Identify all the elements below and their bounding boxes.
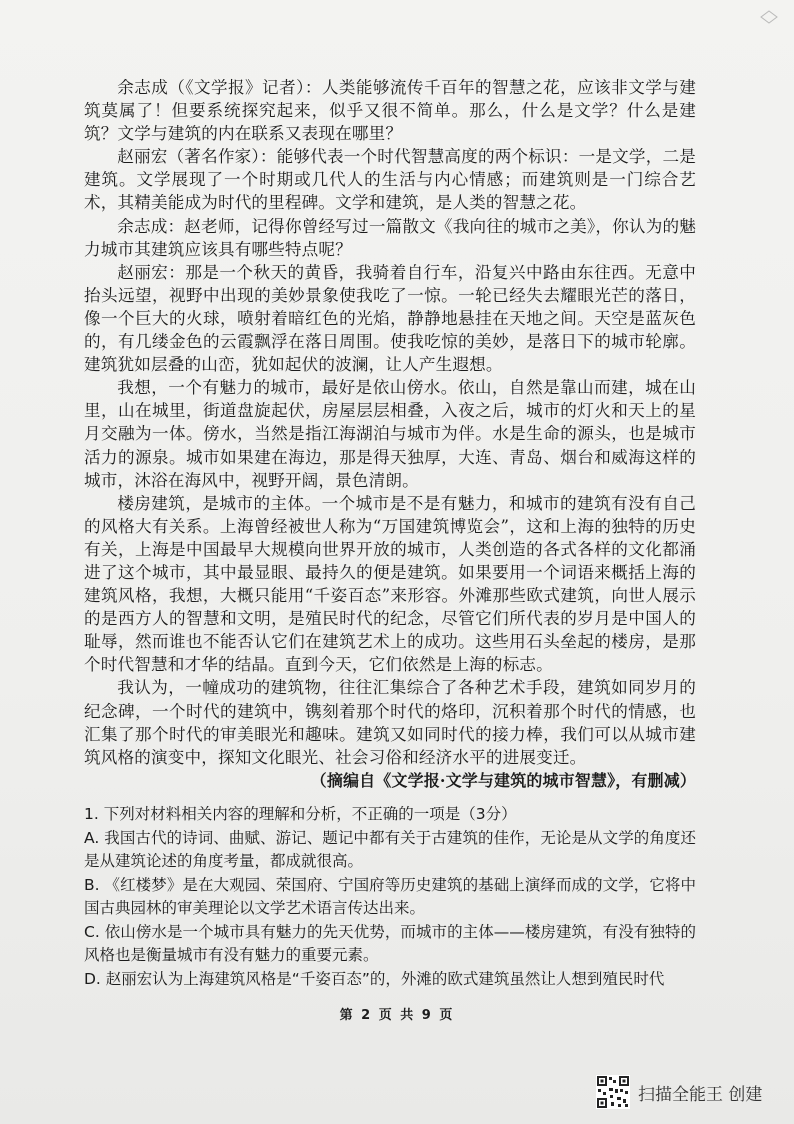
passage-paragraph-1: 余志成（《文学报》记者）：人类能够流传千百年的智慧之花，应该非文学与建筑莫属了！但要系统探究起来，似乎又很不简单。那么，什么是文学？什么是建筑？文学与建筑的内在联系又表现在哪里？ bbox=[84, 78, 696, 144]
question-1-option-a: A. 我国古代的诗词、曲赋、游记、题记中都有关于古建筑的佳作，无论是从文学的角度还是从建筑论述的角度考量，都成就很高。 bbox=[84, 828, 696, 870]
scanner-watermark bbox=[596, 1074, 762, 1110]
question-section bbox=[84, 803, 696, 991]
reading-passage bbox=[84, 76, 696, 792]
page-number: 第 2 页 共 9 页 bbox=[339, 1008, 455, 1023]
passage-paragraph-2: 赵丽宏（著名作家）：能够代表一个时代智慧高度的两个标识：一是文学，二是建筑。文学展现了一个时期或几代人的生活与内心情感；而建筑则是一门综合艺术，其精美能成为时代的里程碑。文学和建筑，是人类的智慧之花。 bbox=[84, 147, 696, 213]
qr-code-icon bbox=[596, 1075, 630, 1109]
passage-paragraph-4: 赵丽宏：那是一个秋天的黄昏，我骑着自行车，沿复兴中路由东往西。无意中抬头远望，视野中出现的美妙景象使我吃了一惊。一轮已经失去耀眼光芒的落日，像一个巨大的火球，喷射着暗红色的光焰，静静地悬挂在天地之间。天空是蓝灰色的，有几缕金色的云霞飘浮在落日周围。使我吃惊的美妙，是落日下的城市轮廓。建筑犹如层叠的山峦，犹如起伏的波澜，让人产生遐想。 bbox=[84, 262, 696, 375]
question-1-option-b: B. 《红楼梦》是在大观园、荣国府、宁国府等历史建筑的基础上演绎而成的文学，它将中国古典园林的审美理论以文学艺术语言传达出来。 bbox=[84, 875, 696, 917]
question-1-option-d: D. 赵丽宏认为上海建筑风格是“千姿百态”的，外滩的欧式建筑虽然让人想到殖民时代 bbox=[84, 969, 665, 988]
passage-source: （摘编自《文学报·文学与建筑的城市智慧》，有删减） bbox=[310, 770, 696, 790]
corner-mark-icon bbox=[760, 10, 778, 24]
passage-paragraph-6: 楼房建筑，是城市的主体。一个城市是不是有魅力，和城市的建筑有没有自己的风格大有关系。上海曾经被世人称为“万国建筑博览会”，这和上海的独特的历史有关，上海是中国最早大规模向世界开放的城市，人类创造的各式各样的文化都涌进了这个城市，其中最显眼、最持久的便是建筑。如果要用一个词语来概括上海的建筑风格，我想，大概只能用“千姿百态”来形容。外滩那些欧式建筑，向世人展示的是西方人的智慧和文明，是殖民时代的纪念，尽管它们所代表的岁月是中国人的耻辱，然而谁也不能否认它们在建筑艺术上的成功。这些用石头垒起的楼房，是那个时代智慧和才华的结晶。直到今天，它们依然是上海的标志。 bbox=[84, 493, 696, 675]
passage-paragraph-7: 我认为，一幢成功的建筑物，往往汇集综合了各种艺术手段，建筑如同岁月的纪念碑，一个时代的建筑中，镌刻着那个时代的烙印，沉积着那个时代的情感，也汇集了那个时代的审美眼光和趣味。建筑又如同时代的接力棒，我们可以从城市建筑风格的演变中，探知文化眼光、社会习俗和经济水平的进展变迁。 bbox=[84, 678, 696, 767]
passage-paragraph-5: 我想，一个有魅力的城市，最好是依山傍水。依山，自然是靠山而建，城在山里，山在城里，街道盘旋起伏，房屋层层相叠，入夜之后，城市的灯火和天上的星月交融为一体。傍水，当然是指江海湖泊与城市为伴。水是生命的源头，也是城市活力的源泉。城市如果建在海边，那是得天独厚，大连、青岛、烟台和威海这样的城市，沐浴在海风中，视野开阔，景色清朗。 bbox=[84, 378, 696, 490]
passage-paragraph-3: 余志成：赵老师，记得你曾经写过一篇散文《我向往的城市之美》，你认为的魅力城市其建筑应该具有哪些特点呢？ bbox=[84, 216, 696, 259]
watermark-text: 扫描全能王 创建 bbox=[638, 1084, 763, 1105]
question-1-option-c: C. 依山傍水是一个城市具有魅力的先天优势，而城市的主体——楼房建筑，有没有独特的风格也是衡量城市有没有魅力的重要元素。 bbox=[84, 922, 696, 964]
question-1-stem: 1. 下列对材料相关内容的理解和分析，不正确的一项是（3分） bbox=[84, 805, 517, 823]
